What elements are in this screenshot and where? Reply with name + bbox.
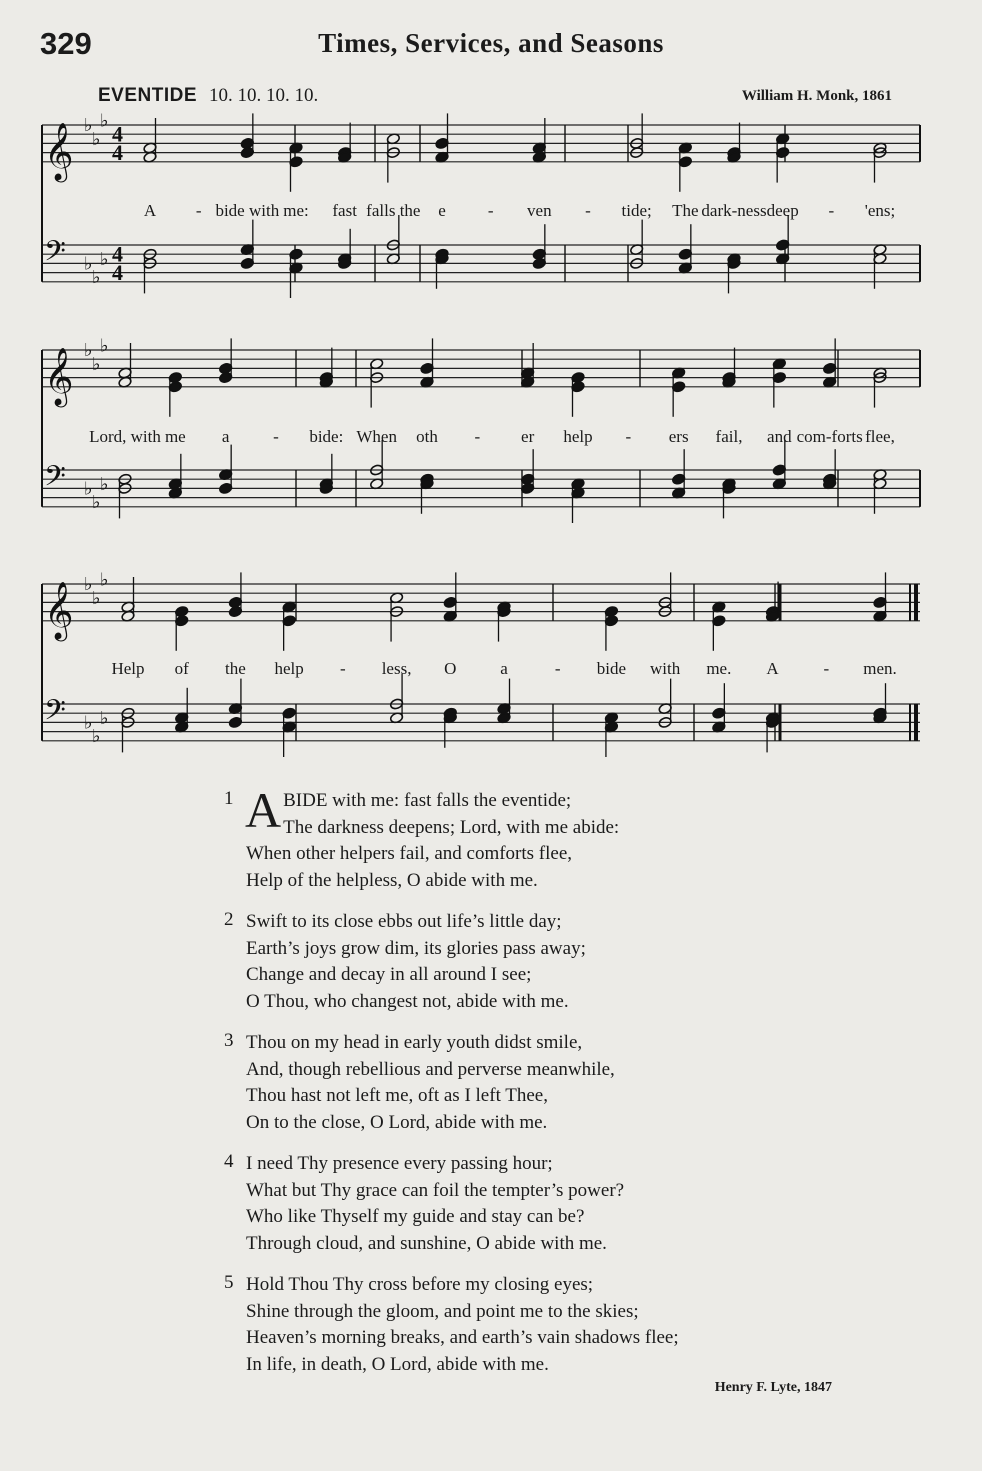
verse-line-text: In life, in death, O Lord, abide with me. bbox=[246, 1353, 549, 1375]
flat-sign: ♭ bbox=[92, 492, 101, 514]
verse-line bbox=[224, 962, 679, 989]
verse-line bbox=[224, 909, 679, 936]
lyric-syllable: dark-ness bbox=[701, 201, 767, 220]
flat-sign: ♭ bbox=[84, 574, 93, 595]
bass-clef: 𝄢 bbox=[44, 694, 66, 735]
lyric-syllable: oth bbox=[416, 427, 438, 446]
verse-line bbox=[224, 1325, 679, 1352]
verse-line bbox=[224, 989, 679, 1016]
verse-number: 5 bbox=[224, 1272, 234, 1293]
verse-line-text: And, though rebellious and perverse meanwhile, bbox=[246, 1058, 615, 1080]
tune-name: EVENTIDE bbox=[98, 85, 198, 106]
verse-number: 2 bbox=[224, 909, 234, 930]
verse-line bbox=[224, 868, 679, 895]
lyric-syllable: When bbox=[356, 427, 397, 446]
flat-sign: ♭ bbox=[84, 340, 93, 361]
lyric-syllable: - bbox=[828, 201, 835, 220]
lyric-syllable: - bbox=[474, 427, 481, 446]
flat-sign: ♭ bbox=[92, 128, 101, 150]
verse-line-text: Shine through the gloom, and point me to the skies; bbox=[246, 1300, 639, 1322]
verse-line bbox=[224, 841, 679, 868]
lyric-syllable: flee, bbox=[865, 427, 895, 446]
page-number: 329 bbox=[40, 26, 92, 61]
verse-line bbox=[224, 1352, 679, 1379]
lyric-syllable: help bbox=[274, 659, 304, 678]
lyric-syllable: help bbox=[563, 427, 593, 446]
time-signature-bottom: 4 bbox=[112, 259, 123, 285]
lyric-syllable: fast bbox=[332, 201, 357, 220]
lyric-syllable: O bbox=[444, 659, 457, 678]
flat-sign: ♭ bbox=[84, 712, 93, 734]
lyric-syllable: falls the bbox=[366, 201, 421, 220]
lyric-syllable: - bbox=[585, 201, 591, 220]
verse-number: 3 bbox=[224, 1030, 234, 1051]
lyric-syllable: A bbox=[766, 659, 779, 678]
running-title: Times, Services, and Seasons bbox=[318, 28, 664, 58]
verse-3 bbox=[224, 1030, 679, 1136]
verse-line-text: On to the close, O Lord, abide with me. bbox=[246, 1111, 548, 1133]
lyric-syllable: men. bbox=[863, 659, 897, 678]
lyric-syllable: deep bbox=[766, 201, 799, 220]
treble-clef: 𝄞 bbox=[44, 580, 74, 639]
lyric-syllable: Help bbox=[111, 659, 145, 678]
verse-line bbox=[224, 1204, 679, 1231]
lyric-syllable: bide with bbox=[215, 201, 280, 220]
lyric-syllable: a bbox=[500, 659, 508, 678]
flat-sign: ♭ bbox=[92, 726, 101, 748]
verse-line-text: Hold Thou Thy cross before my closing eyes; bbox=[246, 1274, 594, 1295]
verse-line bbox=[224, 1299, 679, 1326]
lyric-syllable: - bbox=[273, 427, 279, 446]
verse-line bbox=[224, 1083, 679, 1110]
lyric-syllable: ers bbox=[668, 427, 689, 446]
lyric-syllable: - bbox=[195, 201, 202, 220]
lyric-syllable: tide; bbox=[621, 201, 652, 220]
verse-line-text: When other helpers fail, and comforts flee, bbox=[246, 843, 573, 864]
flat-sign: ♭ bbox=[84, 115, 93, 136]
flat-sign: ♭ bbox=[100, 473, 109, 495]
lyric-syllable: 'ens; bbox=[864, 201, 896, 220]
tune-meter: 10. 10. 10. 10. bbox=[209, 85, 319, 106]
lyric-syllable: bide bbox=[596, 659, 627, 678]
verse-number: 4 bbox=[224, 1151, 234, 1172]
bass-clef: 𝄢 bbox=[44, 460, 66, 501]
flat-sign: ♭ bbox=[92, 267, 101, 289]
lyric-syllable: e bbox=[438, 201, 446, 220]
verse-line-text: Who like Thyself my guide and stay can be? bbox=[246, 1206, 585, 1227]
treble-clef: 𝄞 bbox=[44, 346, 74, 405]
flat-sign: ♭ bbox=[100, 110, 109, 132]
verse-line-text: What but Thy grace can foil the tempter’s power? bbox=[246, 1179, 625, 1201]
verse-line-text: The darkness deepens; Lord, with me abide: bbox=[283, 816, 620, 838]
verse-line-text: Through cloud, and sunshine, O abide with me. bbox=[246, 1232, 607, 1254]
verse-line bbox=[224, 1057, 679, 1084]
verse-line-text: O Thou, who changest not, abide with me. bbox=[246, 990, 569, 1012]
flat-sign: ♭ bbox=[100, 569, 109, 591]
lyric-syllable: me: bbox=[283, 201, 309, 220]
verse-line bbox=[224, 1110, 679, 1137]
lyric-syllable: bide: bbox=[309, 427, 344, 446]
lyric-syllable: - bbox=[340, 659, 346, 678]
verse-line-text: I need Thy presence every passing hour; bbox=[246, 1153, 553, 1174]
verse-1 bbox=[224, 782, 679, 894]
lyric-syllable: with bbox=[650, 659, 681, 678]
treble-clef: 𝄞 bbox=[44, 121, 74, 180]
flat-sign: ♭ bbox=[100, 707, 109, 729]
verse-line-text: Thou hast not left me, oft as I left Thee, bbox=[246, 1085, 548, 1106]
bass-clef: 𝄢 bbox=[44, 235, 66, 276]
lyric-syllable: com-forts bbox=[796, 427, 863, 446]
lyric-syllable: - bbox=[554, 659, 561, 678]
lyric-syllable: A bbox=[143, 201, 157, 220]
lyric-syllable: me bbox=[164, 427, 186, 446]
verse-line-text: Change and decay in all around I see; bbox=[246, 964, 532, 985]
verse-line bbox=[224, 1272, 679, 1299]
drop-cap: A bbox=[245, 782, 282, 838]
verse-5 bbox=[224, 1272, 679, 1378]
lyric-syllable: the bbox=[225, 659, 246, 678]
lyric-syllable: and bbox=[767, 427, 792, 446]
verse-line-text: Heaven’s morning breaks, and earth’s vain shadows flee; bbox=[246, 1327, 679, 1348]
verse-line-text: Thou on my head in early youth didst smile, bbox=[246, 1032, 583, 1053]
lyric-syllable: ven bbox=[527, 201, 552, 220]
verse-2 bbox=[224, 909, 679, 1015]
lyric-syllable: er bbox=[521, 427, 535, 446]
lyric-syllable: me. bbox=[706, 659, 732, 678]
verse-4 bbox=[224, 1151, 679, 1257]
lyric-syllable: fail, bbox=[715, 427, 743, 446]
verse-line-text: Earth’s joys grow dim, its glories pass away; bbox=[246, 937, 586, 959]
verse-line-text: Help of the helpless, O abide with me. bbox=[246, 869, 538, 891]
lyric-syllable: of bbox=[174, 659, 189, 678]
hymn-verses bbox=[224, 782, 679, 1393]
lyric-syllable: a bbox=[221, 427, 230, 446]
verse-line bbox=[224, 815, 679, 842]
flat-sign: ♭ bbox=[84, 253, 93, 275]
verse-line bbox=[224, 1231, 679, 1258]
verse-line-text: Swift to its close ebbs out life’s little day; bbox=[246, 911, 562, 932]
time-signature-bottom: 4 bbox=[112, 139, 123, 165]
flat-sign: ♭ bbox=[92, 353, 101, 375]
lyric-syllable: - bbox=[823, 659, 830, 678]
flat-sign: ♭ bbox=[100, 335, 109, 357]
verse-line bbox=[224, 1030, 679, 1057]
author-credit: Henry F. Lyte, 1847 bbox=[714, 1380, 832, 1395]
time-signature-top: 4 bbox=[112, 121, 123, 147]
lyric-syllable: - bbox=[487, 201, 494, 220]
time-signature-top: 4 bbox=[112, 241, 123, 267]
flat-sign: ♭ bbox=[92, 587, 101, 609]
flat-sign: ♭ bbox=[84, 478, 93, 500]
verse-number: 1 bbox=[224, 788, 234, 809]
verse-line bbox=[224, 1178, 679, 1205]
verse-line bbox=[224, 1151, 679, 1178]
lyric-syllable: - bbox=[625, 427, 632, 446]
verse-line bbox=[224, 936, 679, 963]
composer-credit: William H. Monk, 1861 bbox=[741, 88, 892, 104]
verse-line-text: BIDE with me: fast falls the eventide; bbox=[283, 790, 572, 811]
flat-sign: ♭ bbox=[100, 248, 109, 270]
lyric-syllable: less, bbox=[381, 659, 412, 678]
lyric-syllable: Lord, with bbox=[89, 427, 161, 446]
lyric-syllable: The bbox=[672, 201, 699, 220]
